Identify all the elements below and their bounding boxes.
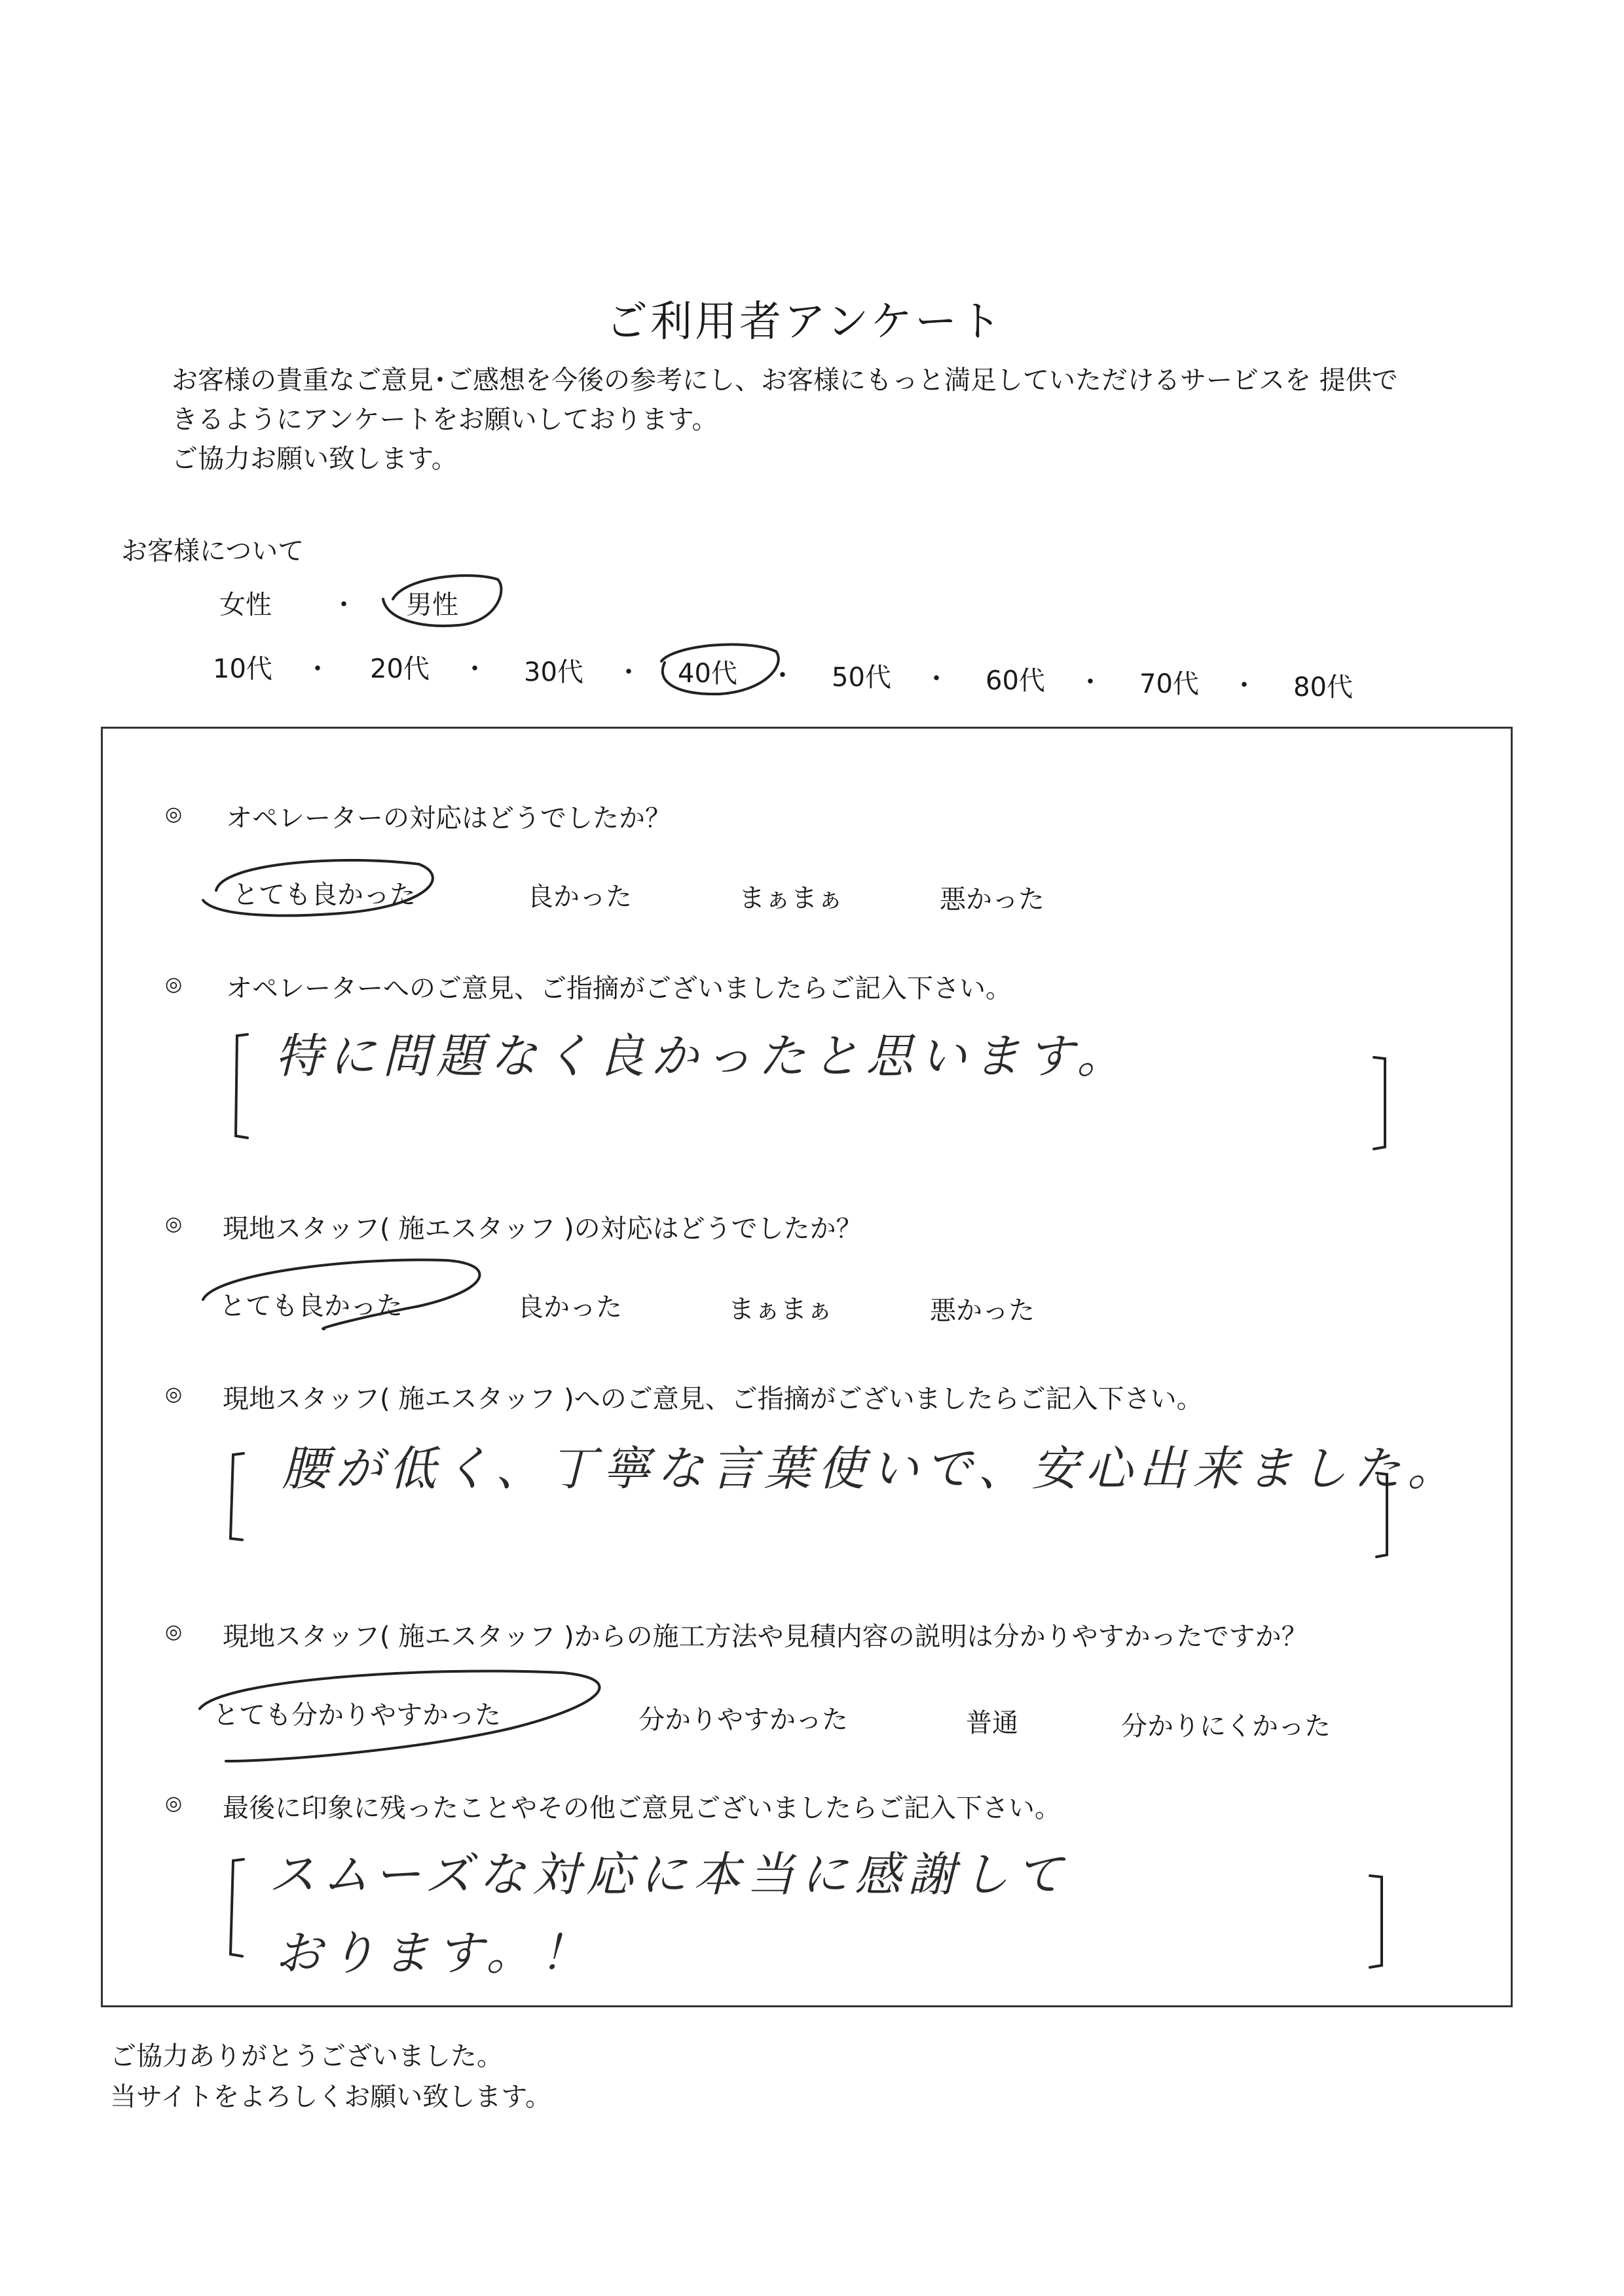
question-6: 最後に印象に残ったことやその他ご意見ございましたらご記入下さい。 — [223, 1793, 1061, 1823]
separator: ・ — [769, 661, 796, 691]
intro-line-2: きるようにアンケートをお願いしております。 — [172, 405, 718, 435]
question-3: 現地スタッフ( 施エスタッフ )の対応はどうでしたか？ — [223, 1214, 862, 1244]
gender-option-female[interactable]: 女性 — [219, 590, 272, 620]
bullet-icon: ◎ — [165, 1383, 183, 1406]
age-option-50s[interactable]: 50代 — [832, 663, 891, 693]
q6-handwritten-answer-line-2: おります。！ — [275, 1925, 594, 1980]
bullet-icon: ◎ — [165, 803, 183, 826]
page-title: ご利用者アンケート — [606, 298, 1005, 346]
intro-line-1: お客様の貴重なご意見･ご感想を今後の参考にし、お客様にもっと満足していただけるサービスを 提供で — [172, 365, 1398, 395]
question-2: オペレーターへのご意見、ご指摘がございましたらご記入下さい。 — [226, 974, 1012, 1004]
gender-option-male[interactable]: 男性 — [406, 590, 458, 620]
age-option-20s[interactable]: 20代 — [370, 654, 430, 684]
age-option-80s[interactable]: 80代 — [1293, 672, 1353, 702]
age-option-10s[interactable]: 10代 — [213, 654, 272, 684]
separator: ・ — [304, 654, 331, 684]
separator: ・ — [331, 590, 357, 620]
q3-option-good[interactable]: 良かった — [517, 1292, 622, 1322]
separator: ・ — [462, 654, 488, 684]
intro-line-3: ご協力お願い致します。 — [172, 444, 458, 474]
q6-handwritten-answer-line-1: スムーズな対応に本当に感謝して — [268, 1847, 1069, 1902]
q1-option-bad[interactable]: 悪かった — [940, 884, 1044, 915]
q5-option-unclear[interactable]: 分かりにくかった — [1121, 1711, 1331, 1741]
bullet-icon: ◎ — [165, 1212, 183, 1235]
q5-option-normal[interactable]: 普通 — [966, 1708, 1018, 1738]
bullet-icon: ◎ — [165, 1620, 183, 1643]
q4-handwritten-answer: 腰が低く、丁寧な言葉使いで、安心出来ました。 — [282, 1441, 1462, 1496]
separator: ・ — [616, 657, 642, 687]
bullet-icon: ◎ — [165, 1792, 183, 1815]
q1-option-so-so[interactable]: まぁまぁ — [739, 883, 843, 913]
q3-option-bad[interactable]: 悪かった — [930, 1296, 1035, 1326]
question-5: 現地スタッフ( 施エスタッフ )からの施工方法や見積内容の説明は分かりやすかったですか？ — [223, 1622, 1308, 1652]
age-option-60s[interactable]: 60代 — [986, 666, 1045, 696]
separator: ・ — [923, 664, 950, 694]
q5-option-very-clear[interactable]: とても分かりやすかった — [213, 1700, 501, 1730]
separator: ・ — [1077, 667, 1103, 697]
footer-line-2: 当サイトをよろしくお願い致します。 — [110, 2082, 551, 2112]
q1-option-very-good[interactable]: とても良かった — [232, 880, 416, 910]
question-1: オペレーターの対応はどうでしたか？ — [226, 803, 671, 833]
bullet-icon: ◎ — [165, 973, 183, 996]
question-4: 現地スタッフ( 施エスタッフ )へのご意見、ご指摘がございましたらご記入下さい。 — [223, 1384, 1203, 1414]
age-option-40s[interactable]: 40代 — [678, 659, 737, 689]
age-option-70s[interactable]: 70代 — [1139, 669, 1199, 699]
q3-option-very-good[interactable]: とても良かった — [219, 1291, 403, 1321]
q1-option-good[interactable]: 良かった — [527, 882, 632, 912]
q3-option-so-so[interactable]: まぁまぁ — [728, 1294, 833, 1324]
q5-option-clear[interactable]: 分かりやすかった — [638, 1705, 848, 1735]
footer-line-1: ご協力ありがとうございました。 — [110, 2041, 503, 2071]
age-option-30s[interactable]: 30代 — [524, 657, 583, 687]
q2-handwritten-answer: 特に問題なく良かったと思います。 — [275, 1029, 1131, 1084]
separator: ・ — [1231, 670, 1257, 701]
customer-heading: お客様について — [121, 536, 304, 566]
